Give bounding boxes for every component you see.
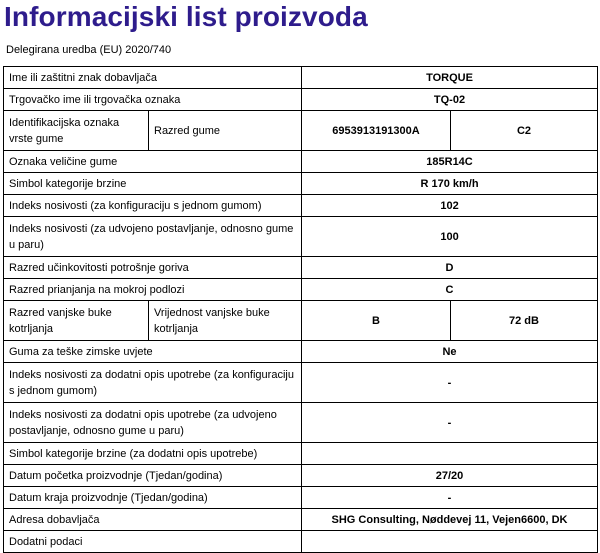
row-label: Trgovačko ime ili trgovačka oznaka bbox=[4, 89, 302, 111]
table-row bbox=[4, 195, 598, 217]
row-label: Indeks nosivosti (za konfiguraciju s jednom gumom) bbox=[4, 195, 302, 217]
table-row bbox=[4, 509, 598, 531]
regulation-subtitle: Delegirana uredba (EU) 2020/740 bbox=[6, 44, 172, 56]
row-label: Dodatni podaci bbox=[4, 531, 302, 553]
row-value: D bbox=[302, 257, 598, 279]
row-label: Ime ili zaštitni znak dobavljača bbox=[4, 67, 302, 89]
table-row bbox=[4, 217, 598, 257]
table-row bbox=[4, 89, 598, 111]
row-label: Datum početka proizvodnje (Tjedan/godina) bbox=[4, 465, 302, 487]
row-value: TORQUE bbox=[302, 67, 598, 89]
row-label: Razred učinkovitosti potrošnje goriva bbox=[4, 257, 302, 279]
table-row bbox=[4, 111, 598, 151]
table-row bbox=[4, 363, 598, 403]
row-value: R 170 km/h bbox=[302, 173, 598, 195]
table-row bbox=[4, 403, 598, 443]
row-value: - bbox=[302, 363, 598, 403]
row-value: 185R14C bbox=[302, 151, 598, 173]
table-row bbox=[4, 487, 598, 509]
row-label: Indeks nosivosti za dodatni opis upotrebe (za udvojeno postavljanje, odnosno gume u paru) bbox=[4, 403, 302, 443]
table-row bbox=[4, 173, 598, 195]
row-value: B bbox=[302, 301, 451, 341]
row-class-value: C2 bbox=[451, 111, 598, 151]
row-label: Simbol kategorije brzine bbox=[4, 173, 302, 195]
row-label: Guma za teške zimske uvjete bbox=[4, 341, 302, 363]
row-value bbox=[302, 443, 598, 465]
table-row bbox=[4, 67, 598, 89]
table-row bbox=[4, 279, 598, 301]
row-value bbox=[302, 531, 598, 553]
row-value: Ne bbox=[302, 341, 598, 363]
row-value: SHG Consulting, Nøddevej 11, Vejen6600, DK bbox=[302, 509, 598, 531]
row-value: C bbox=[302, 279, 598, 301]
row-label: Adresa dobavljača bbox=[4, 509, 302, 531]
row-value: - bbox=[302, 403, 598, 443]
row-db-value: 72 dB bbox=[451, 301, 598, 341]
page-title: Informacijski list proizvoda bbox=[4, 1, 368, 32]
product-info-table bbox=[3, 66, 598, 553]
row-value: 100 bbox=[302, 217, 598, 257]
row-sub-label: Vrijednost vanjske buke kotrljanja bbox=[149, 301, 302, 341]
row-label: Oznaka veličine gume bbox=[4, 151, 302, 173]
row-value: TQ-02 bbox=[302, 89, 598, 111]
table-row bbox=[4, 465, 598, 487]
row-label: Simbol kategorije brzine (za dodatni opis upotrebe) bbox=[4, 443, 302, 465]
table-row bbox=[4, 301, 598, 341]
table-row bbox=[4, 257, 598, 279]
row-label: Indeks nosivosti za dodatni opis upotrebe (za konfiguraciju s jednom gumom) bbox=[4, 363, 302, 403]
row-label: Razred vanjske buke kotrljanja bbox=[4, 301, 149, 341]
table-row bbox=[4, 531, 598, 553]
row-label: Datum kraja proizvodnje (Tjedan/godina) bbox=[4, 487, 302, 509]
row-value: - bbox=[302, 487, 598, 509]
table-row bbox=[4, 341, 598, 363]
row-label: Razred prianjanja na mokroj podlozi bbox=[4, 279, 302, 301]
table-row bbox=[4, 443, 598, 465]
row-value: 6953913191300A bbox=[302, 111, 451, 151]
row-label: Indeks nosivosti (za udvojeno postavljanje, odnosno gume u paru) bbox=[4, 217, 302, 257]
row-value: 102 bbox=[302, 195, 598, 217]
table-row bbox=[4, 151, 598, 173]
row-sub-label: Razred gume bbox=[149, 111, 302, 151]
row-value: 27/20 bbox=[302, 465, 598, 487]
row-label: Identifikacijska oznaka vrste gume bbox=[4, 111, 149, 151]
